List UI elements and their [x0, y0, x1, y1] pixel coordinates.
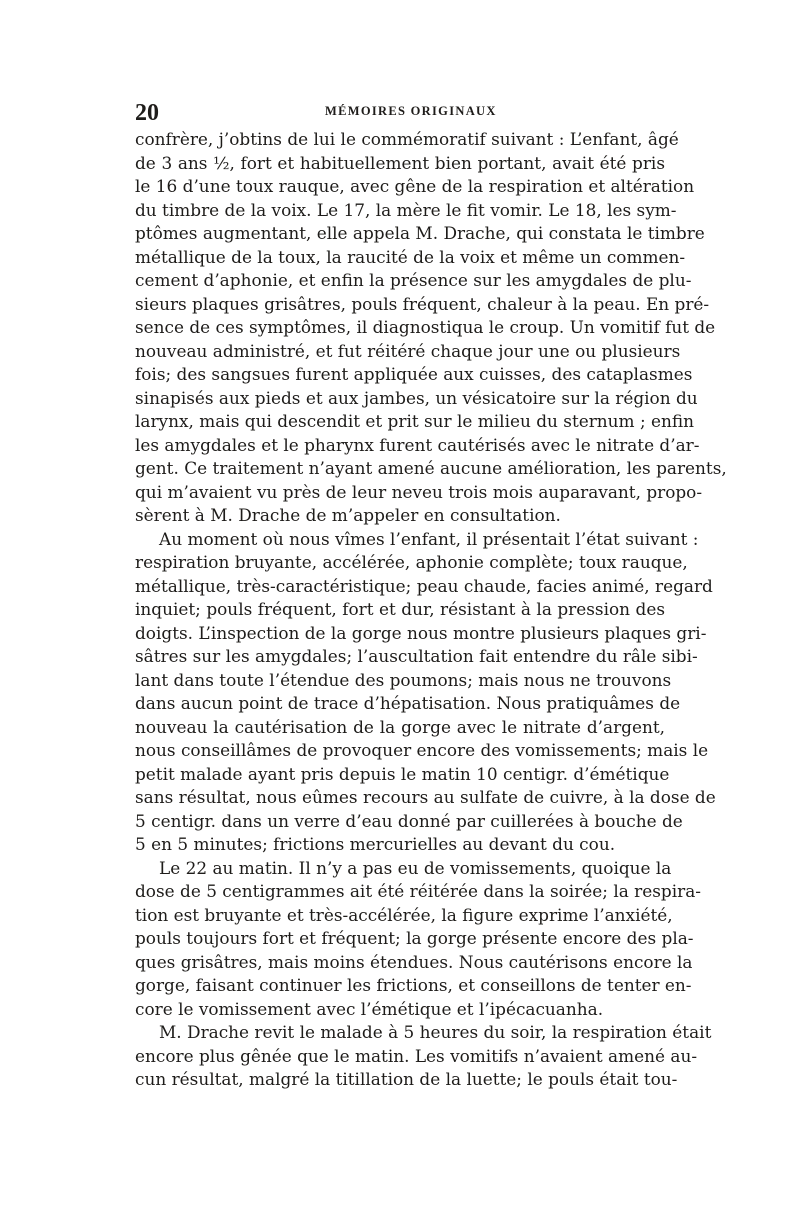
paragraph	[135, 857, 701, 1022]
text-line: confrère, j’obtins de lui le commémoratif suivant : L’enfant, âgé	[135, 129, 679, 149]
text-line: encore plus gênée que le matin. Les vomitifs n’avaient amené au-	[135, 1045, 698, 1066]
paragraph	[135, 1021, 712, 1092]
text-line: du timbre de la voix. Le 17, la mère le fit vomir. Le 18, les sym-	[135, 199, 677, 220]
text-line: core le vomissement avec l’émétique et l’ipécacuanha.	[135, 998, 604, 1019]
page-number: 20	[135, 100, 159, 126]
text-line: respiration bruyante, accélérée, aphonie complète; toux rauque,	[135, 552, 688, 572]
text-line: sâtres sur les amygdales; l’auscultation fait entendre du râle sibi-	[135, 646, 698, 666]
text-line: cement d’aphonie, et enfin la présence sur les amygdales de plu-	[135, 270, 692, 290]
text-line: gorge, faisant continuer les frictions, et conseillons de tenter en-	[135, 975, 692, 995]
page-header	[135, 98, 665, 128]
text-line: métallique de la toux, la raucité de la voix et même un commen-	[135, 246, 686, 267]
text-line: pouls toujours fort et fréquent; la gorge présente encore des pla-	[135, 928, 694, 948]
text-line: sinapisés aux pieds et aux jambes, un vésicatoire sur la région du	[135, 387, 698, 408]
text-line: les amygdales et le pharynx furent cautérisés avec le nitrate d’ar-	[135, 434, 700, 455]
text-line: gent. Ce traitement n’ayant amené aucune amélioration, les parents,	[135, 458, 727, 478]
text-line: tion est bruyante et très-accélérée, la figure exprime l’anxiété,	[135, 904, 673, 925]
text-line: dose de 5 centigrammes ait été réitérée dans la soirée; la respira-	[135, 881, 701, 901]
text-line: ques grisâtres, mais moins étendues. Nous cautérisons encore la	[135, 951, 693, 972]
text-line: Le 22 au matin. Il n’y a pas eu de vomissements, quoique la	[159, 857, 672, 878]
text-line: sieurs plaques grisâtres, pouls fréquent, chaleur à la peau. En pré-	[135, 293, 710, 314]
text-line: petit malade ayant pris depuis le matin 10 centigr. d’émétique	[135, 763, 670, 784]
text-line: M. Drache revit le malade à 5 heures du soir, la respiration était	[159, 1022, 712, 1042]
text-line: doigts. L’inspection de la gorge nous montre plusieurs plaques gri-	[135, 622, 707, 643]
text-line: le 16 d’une toux rauque, avec gêne de la respiration et altération	[135, 176, 695, 196]
text-line: sèrent à M. Drache de m’appeler en consultation.	[135, 505, 561, 525]
paragraph	[135, 528, 716, 857]
text-line: larynx, mais qui descendit et prit sur le milieu du sternum ; enfin	[135, 411, 695, 431]
text-line: métallique, très-caractéristique; peau chaude, facies animé, regard	[135, 575, 713, 596]
text-line: Au moment où nous vîmes l’enfant, il présentait l’état suivant :	[159, 528, 699, 549]
text-line: sence de ces symptômes, il diagnostiqua le croup. Un vomitif fut de	[135, 317, 716, 337]
running-head: MÉMOIRES ORIGINAUX	[325, 104, 497, 118]
text-line: 5 en 5 minutes; frictions mercurielles au devant du cou.	[135, 834, 616, 854]
text-line: de 3 ans ½, fort et habituellement bien portant, avait été pris	[135, 152, 665, 173]
paragraph	[135, 128, 727, 528]
text-line: nouveau la cautérisation de la gorge avec le nitrate d’argent,	[135, 716, 665, 737]
text-line: 5 centigr. dans un verre d’eau donné par cuillerées à bouche de	[135, 810, 683, 831]
text-line: nous conseillâmes de provoquer encore des vomissements; mais le	[135, 740, 709, 760]
text-line: dans aucun point de trace d’hépatisation. Nous pratiquâmes de	[135, 693, 681, 713]
text-line: inquiet; pouls fréquent, fort et dur, résistant à la pression des	[135, 599, 665, 619]
text-line: lant dans toute l’étendue des poumons; mais nous ne trouvons	[135, 669, 672, 690]
text-line: cun résultat, malgré la titillation de la luette; le pouls était tou-	[135, 1069, 678, 1089]
text-line: fois; des sangsues furent appliquée aux cuisses, des cataplasmes	[135, 364, 693, 384]
text-line: qui m’avaient vu près de leur neveu trois mois auparavant, propo-	[135, 481, 703, 502]
text-line: ptômes augmentant, elle appela M. Drache, qui constata le timbre	[135, 223, 705, 243]
body-text	[135, 128, 727, 1092]
text-line: sans résultat, nous eûmes recours au sulfate de cuivre, à la dose de	[135, 787, 716, 807]
text-line: nouveau administré, et fut réitéré chaque jour une ou plusieurs	[135, 340, 681, 361]
